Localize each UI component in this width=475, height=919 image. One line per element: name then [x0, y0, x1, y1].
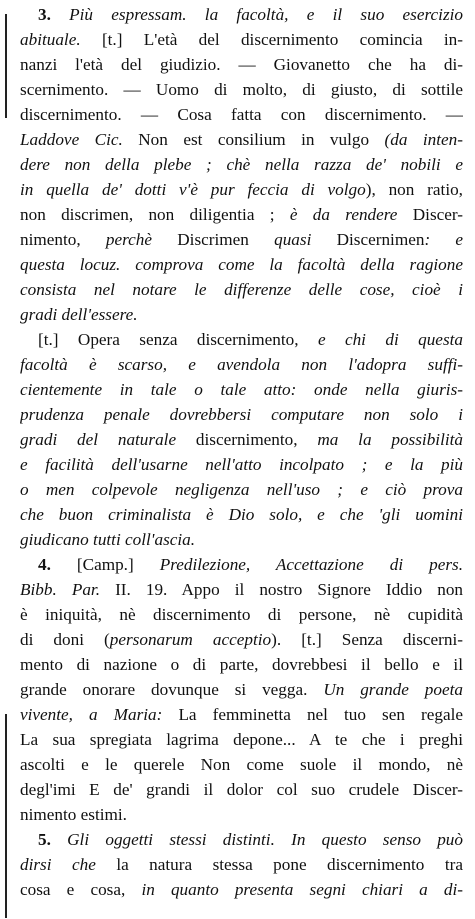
text-line: gradi dell'essere. [20, 305, 138, 324]
text-line: nimento estimi. [20, 805, 127, 824]
text-line: cientemente in tale o tale atto: onde nella giuris- [20, 380, 463, 399]
margin-rule-top [5, 14, 7, 118]
text-line: cosa e cosa, in quanto presenta segni chiari a di- [20, 880, 463, 899]
text-line: e facilità dell'usarne nell'atto incolpato ; e la più [20, 455, 463, 474]
text-line: dirsi che la natura stessa pone discernimento tra [20, 855, 463, 874]
text-line: consista nel notare le differenze delle cose, cioè i [20, 280, 463, 299]
text-line: facoltà è scarso, e avendola non l'adopra suffi- [20, 355, 463, 374]
text-line: Bibb. Par. II. 19. Appo il nostro Signore Iddio non [20, 580, 463, 599]
text-line: 4. [Camp.] Predilezione, Accettazione di pers. [38, 555, 463, 574]
text-line: gradi del naturale discernimento, ma la possibilità [20, 430, 463, 449]
text-line: nanzi l'età del giudizio. — Giovanetto che ha di- [20, 55, 463, 74]
text-line: in quella de' dotti v'è pur feccia di volgo), non ratio, [20, 180, 463, 199]
text-line: grande onorare dovunque si vegga. Un grande poeta [20, 680, 463, 699]
text-line: questa locuz. comprova come la facoltà della ragione [20, 255, 463, 274]
text-line: Laddove Cic. Non est consilium in vulgo (da inten- [20, 130, 463, 149]
text-line: è iniquità, nè discernimento di persone, nè cupidità [20, 605, 463, 624]
text-line: 5. Gli oggetti stessi distinti. In questo senso può [38, 830, 463, 849]
text-line: nimento, perchè Discrimen quasi Discernimen: e [20, 230, 463, 249]
text-line: dere non della plebe ; chè nella razza de' nobili e [20, 155, 463, 174]
text-line: vivente, a Maria: La femminetta nel tuo sen regale [20, 705, 463, 724]
text-line: di doni (personarum acceptio). [t.] Senza discerni- [20, 630, 463, 649]
text-line: che buon criminalista è Dio solo, e che 'gli uomini [20, 505, 463, 524]
text-line: ascolti e le querele Non come suole il mondo, nè [20, 755, 463, 774]
text-line: mento di nazione o di parte, dovrebbesi il bello e il [20, 655, 463, 674]
text-line: discernimento. — Cosa fatta con discernimento. — [20, 105, 463, 124]
text-line: abituale. [t.] L'età del discernimento comincia in- [20, 30, 463, 49]
text-line: [t.] Opera senza discernimento, e chi di questa [38, 330, 463, 349]
text-line: o men colpevole negligenza nell'uso ; e ciò prova [20, 480, 463, 499]
text-line: 3. Più espressam. la facoltà, e il suo esercizio [38, 5, 463, 24]
text-line: La sua spregiata lagrima depone... A te che i preghi [20, 730, 463, 749]
text-line: prudenza penale dovrebbersi computare non solo i [20, 405, 463, 424]
margin-rule-bottom [5, 714, 7, 918]
text-line: giudicano tutti coll'ascia. [20, 530, 196, 549]
text-line: degl'imi E de' grandi il dolor col suo crudele Discer- [20, 780, 463, 799]
text-line: non discrimen, non diligentia ; è da rendere Discer- [20, 205, 463, 224]
text-line: scernimento. — Uomo di molto, di giusto, di sottile [20, 80, 463, 99]
